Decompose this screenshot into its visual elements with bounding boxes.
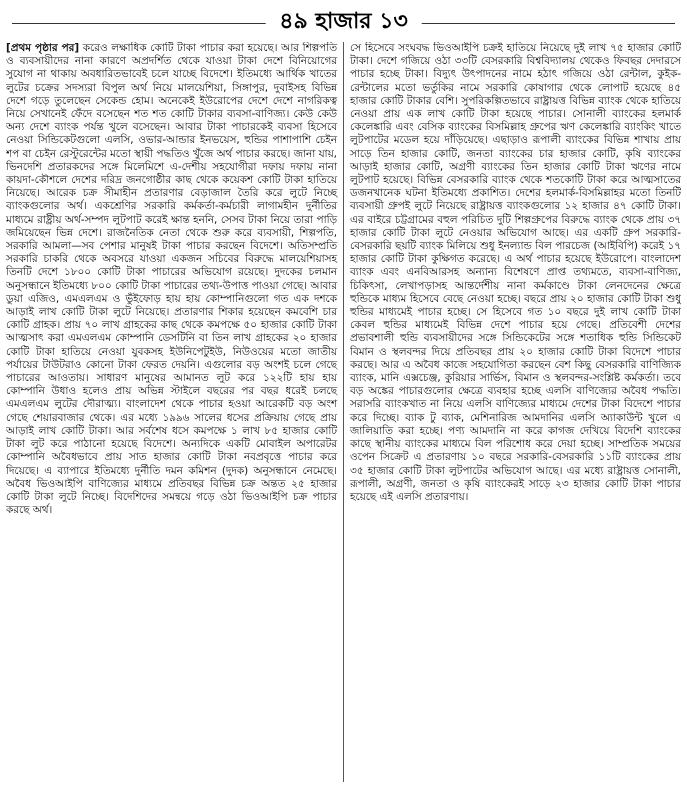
page-header — [6, 4, 681, 42]
article-paragraph — [6, 42, 337, 517]
article-column-left — [6, 42, 343, 782]
article-paragraph — [350, 42, 681, 504]
continuation-tag: [প্রথম পৃষ্ঠার পর] — [6, 42, 80, 54]
article-column-right — [343, 42, 681, 782]
article-text: সে হিসেবে সংঘবদ্ধ ভিওআইপি চক্রই হাতিয়ে নিয়েছে দুই লাখ ৭৫ হাজার কোটি টাকা। দেশে গজিয়ে ওঠা ৩৩টি বেসরকারি বিশ্ববিদ্যালয় থেকেও ফিবছর দেদারসে পাচার হচ্ছে টাকা। বিদ্যুৎ উৎপাদনের নামে হঠাৎ গজিয়ে ওঠা রেন্টাল, কুইক-রেন্টালের মতো ভর্তুকির নামে সরকারি কোষাগার থেকে লোপাট হয়েছে ৪৫ হাজার কোটি টাকার বেশি। সুপরিকল্পিতভাবে রাষ্ট্রায়ত্ত বিভিন্ন ব্যাংক থেকে হাতিয়ে নেওয়া প্রায় এক লাখ কোটি টাকা হয়েছে পাচার। সোনালী ব্যাংকের হলমার্ক কেলেঙ্কারি এবং বেসিক ব্যাংকের বিসমিল্লাহ গ্রুপের ঋণ কেলেঙ্কারি ব্যাংকিং খাতে লুটপাটের মডেল হয়ে দাঁড়িয়েছে। এছাড়াও রূপালী ব্যাংকের বিভিন্ন শাখায় প্রায় সাড়ে তিন হাজার কোটি, জনতা ব্যাংকের চার হাজার কোটি, কৃষি ব্যাংকের আড়াই হাজার কোটি, অগ্রণী ব্যাংকের তিন হাজার কোটি টাকা ঋণের নামে লুটপাট হয়েছে। বিভিন্ন বেসরকারি ব্যাংক থেকে শতকোটি টাকা করে আত্মসাতের ডজনখানেক ঘটনা ইতিমধ্যে প্রকাশিত। দেশের হলমার্ক-বিসমিল্লাহর মতো তিনটি ব্যবসায়ী গ্রুপই লুটে নিয়েছে রাষ্ট্রায়ত্ত ব্যাংকগুলোর ১২ হাজার ৪৭ কোটি টাকা। এর বাইরে চট্টগ্রামের বহুল পরিচিত দুটি শিল্পগ্রুপের বিরুদ্ধে ব্যাংক থেকে প্রায় ৩৭ হাজার কোটি টাকা লুটে নেওয়ার অভিযোগ আছে। এর একটি গ্রুপ সরকারি-বেসরকারি ছয়টি ব্যাংক মিলিয়ে শুধু ইনল্যান্ড বিল পারচেজ (আইবিপি) করেই ১৭ হাজার কোটি টাকা কুক্ষিগত করেছে। এ অর্থ পাচার হয়েছে ইউরোপে। বাংলাদেশ ব্যাংক এবং এনবিআরসহ অন্যান্য বিশেষণে প্রাপ্ত তথ্যমতে, ব্যবসা-বাণিজ্য, চিকিৎসা, লেখাপড়াসহ আন্তর্দেশীয় নানা কর্মকাণ্ডে টাকা লেনদেনের ক্ষেত্রে হুন্ডিকে মাধ্যম হিসেবে বেছে নেওয়া হচ্ছে। বছরে প্রায় ২০ হাজার কোটি টাকা শুধু হুন্ডির মাধ্যমেই পাচার হচ্ছে। সে হিসেবে গত ১০ বছরে দুই লাখ কোটি টাকা কেবল হুন্ডির মাধ্যমেই বিভিন্ন দেশে পাচার হয়ে গেছে। প্রতিবেশী দেশের প্রভাবশালী হুন্ডি ব্যবসায়ীদের সঙ্গে সিন্ডিকেটের সঙ্গে শতাধিক হুন্ডি সিন্ডিকেট বিমান ও স্থলবন্দর দিয়ে প্রতিবছর প্রায় ২০ হাজার কোটি টাকা বিদেশে পাচার করছে। আর এ অবৈধ কাজে সহযোগিতা করছেন বেশ কিছু বেসরকারি বাণিজ্যিক ব্যাংক, মানি এক্সচেঞ্জ, কুরিয়ার সার্ভিস, বিমান ও স্থলবন্দর-সংশ্লিষ্ট কর্মকর্তা। তবে বড় অঙ্কের পাচারগুলোর ক্ষেত্রে ব্যবহার হচ্ছে এলসি বাণিজ্যের অবৈধ পদ্ধতি। সরাসরি ব্যাংকখাত না নিয়ে এলসি বাণিজ্যের মাধ্যমে দেশের টাকা বিদেশে পাচার করে দিচ্ছে। ব্যাক টু ব্যাক, মেশিনারিজ আমদানির এলসি অ্যাকাউন্ট খুলে এ জালিয়াতি করা হচ্ছে। পণ্য আমদানি না করে কাগজ দেখিয়ে বিদেশি ব্যাংকের কাছে স্থানীয় ব্যাংকের মাধ্যমে বিল পরিশোধ করে দেয়া হচ্ছে। সাম্প্রতিক সময়ের ওপেন সিক্রেট এ প্রতারণায় ১০ বছরে সরকারি-বেসরকারি ১১টি ব্যাংকের প্রায় ৩৫ হাজার কোটি টাকা লুটপাটের অভিযোগ আছে। এর মধ্যে রাষ্ট্রায়ত্ত সোনালী, রূপালী, অগ্রণী, জনতা ও কৃষি ব্যাংকেরই সাড়ে ২৩ হাজার কোটি টাকা পাচার হয়েছে এই এলসি প্রতারণায়। — [350, 42, 681, 503]
page-title: ৪৯ হাজার ১৩ — [265, 8, 422, 36]
article-text: করেও লক্ষাধিক কোটি টাকা পাচার করা হয়েছে। আর শিল্পপতি ও ব্যবসায়ীদের নানা কারণে অপ্রদর্শিত থেকে যাওয়া টাকা দেশে বিনিয়োগের সুযোগ না থাকায় অবধারিতভাবেই চলে যাচ্ছে বিদেশে। ইতিমধ্যে আর্থিক খাতের লুটের চক্রের সদস্যরা বিপুল অর্থ নিয়ে মালয়েশিয়া, সিঙ্গাপুর, দুবাইসহ বিভিন্ন দেশে গড়ে তুলেছেন সেকেন্ড হোম। অনেকেই ইউরোপের দেশে দেশে নাগরিকত্ব নিয়ে সেখানেই ফেঁদে বসেছেন শত শত কোটি টাকার ব্যবসা-বাণিজ্য। কেউ কেউ অন্য দেশে ব্যাংক পর্যন্ত খুলে বসেছেন। আবার টাকা পাচারকেই ব্যবসা হিসেবে নেওয়া সিন্ডিকেটগুলো এলসি, ওভার-আন্ডার ইনভয়েস, হুন্ডির পাশাপাশি চেইন শপ বা চেইন রেস্টুরেন্টের মতো স্থায়ী পদ্ধতিও খুঁজে অর্থ পাচার করছে। জানা যায়, ভিনদেশি প্রতারকদের সঙ্গে মিলেমিশে এ-দেশীয় সহযোগীরা দফায় দফায় নানা কায়দা-কৌশলে দেশের দরিদ্র জনগোষ্ঠীর কাছ থেকে কয়েকশ কোটি টাকা হাতিয়ে নিয়েছে। আরেক চক্র সীমাহীন প্রতারণার বেড়াজাল তৈরি করে লুটে নিচ্ছে ব্যাংকগুলোর অর্থ। একশ্রেণির সরকারি কর্মকর্তা-কর্মচারী লাগামহীন দুর্নীতির মাধ্যমে রাষ্ট্রীয় অর্থ-সম্পদ লুটপাট করেই ক্ষান্ত হননি, সেসব টাকা নিয়ে তারা পাড়ি জমিয়েছেন ভিন্ন দেশে। রাজনৈতিক নেতা থেকে শুরু করে ব্যবসায়ী, শিল্পপতি, সরকারি আমলা—সব পেশার মানুষই টাকা পাচার করছেন বিদেশে। অতিসম্প্রতি সরকারি চাকরি থেকে অবসরে যাওয়া একজন সচিবের বিরুদ্ধে মালয়েশিয়াসহ তিনটি দেশে ১৮০০ কোটি টাকা পাচারের অভিযোগ রয়েছে। দুদকের চলমান অনুসন্ধানে ইতিমধ্যে ৮০০ কোটি টাকা পাচারের তথ্য-উপাত্ত পাওয়া গেছে। আবার ডুয়া এজিও, এমএলএম ও ভুঁইফোড় হায় হায় কোম্পানিগুলো গত এক দশকে আড়াই লাখ কোটি টাকা লুটে নিয়েছে। প্রতারণার শিকার হয়েছেন কমবেশি চার কোটি গ্রাহক। প্রায় ৭০ লাখ গ্রাহকের কাছ থেকে কমপক্ষে ৫০ হাজার কোটি টাকা আত্মসাৎ করা এমএলএম কোম্পানি ডেসটিনি বা তিন লাখ গ্রাহকের ২০ হাজার কোটি টাকা হাতিয়ে নেওয়া যুবকসহ ইউনিপেটুইউ, নিউওয়ের মতো জাতীয় পর্যায়ের টাউটরাও কোনো টাকা ফেরত দেয়নি। এগুলোর বড় অংশই চলে গেছে পাচারের আওতায়। সাধারণ মানুষের আমানত লুট করে ১২২টি হায় হায় কোম্পানি উধাও হলেও প্রায় অভিন্ন স্টাইলে বছরের পর বছর ধরেই চলছে এমএলএম লুটের দৌরাত্ম্য। বাংলাদেশ থেকে পাচার হওয়া আরেকটি বড় অংশ গেছে শেয়ারবাজার থেকে। এর মধ্যে ১৯৯৬ সালের ধসের প্রক্রিয়ায় গেছে প্রায় আড়াই লাখ কোটি টাকা। আর সর্বশেষ ধসে কমপক্ষে ১ লাখ ৮৫ হাজার কোটি টাকা লুট করে পাঠানো হয়েছে বিদেশে। অন্যদিকে একটি মোবাইল অপারেটর কোম্পানি অবৈধভাবে প্রায় সাত হাজার কোটি টাকা নবপ্রবৃত্তে পাচার করে দিয়েছে। এ ব্যাপারে ইতিমধ্যে দুর্নীতি দমন কমিশন (দুদক) অনুসন্ধানে নেমেছে। অবৈধ ভিওআইপি বাণিজ্যের মাধ্যমে প্রতিবছর বিভিন্ন চক্র অন্তত ২৫ হাজার কোটি টাকা লুটে নিচ্ছে। বিদেশিদের সমন্বয়ে গড়ে ওঠা ভিওআইপি চক্র পাচার করছে অর্থ। — [6, 42, 337, 517]
article-body — [6, 42, 681, 782]
